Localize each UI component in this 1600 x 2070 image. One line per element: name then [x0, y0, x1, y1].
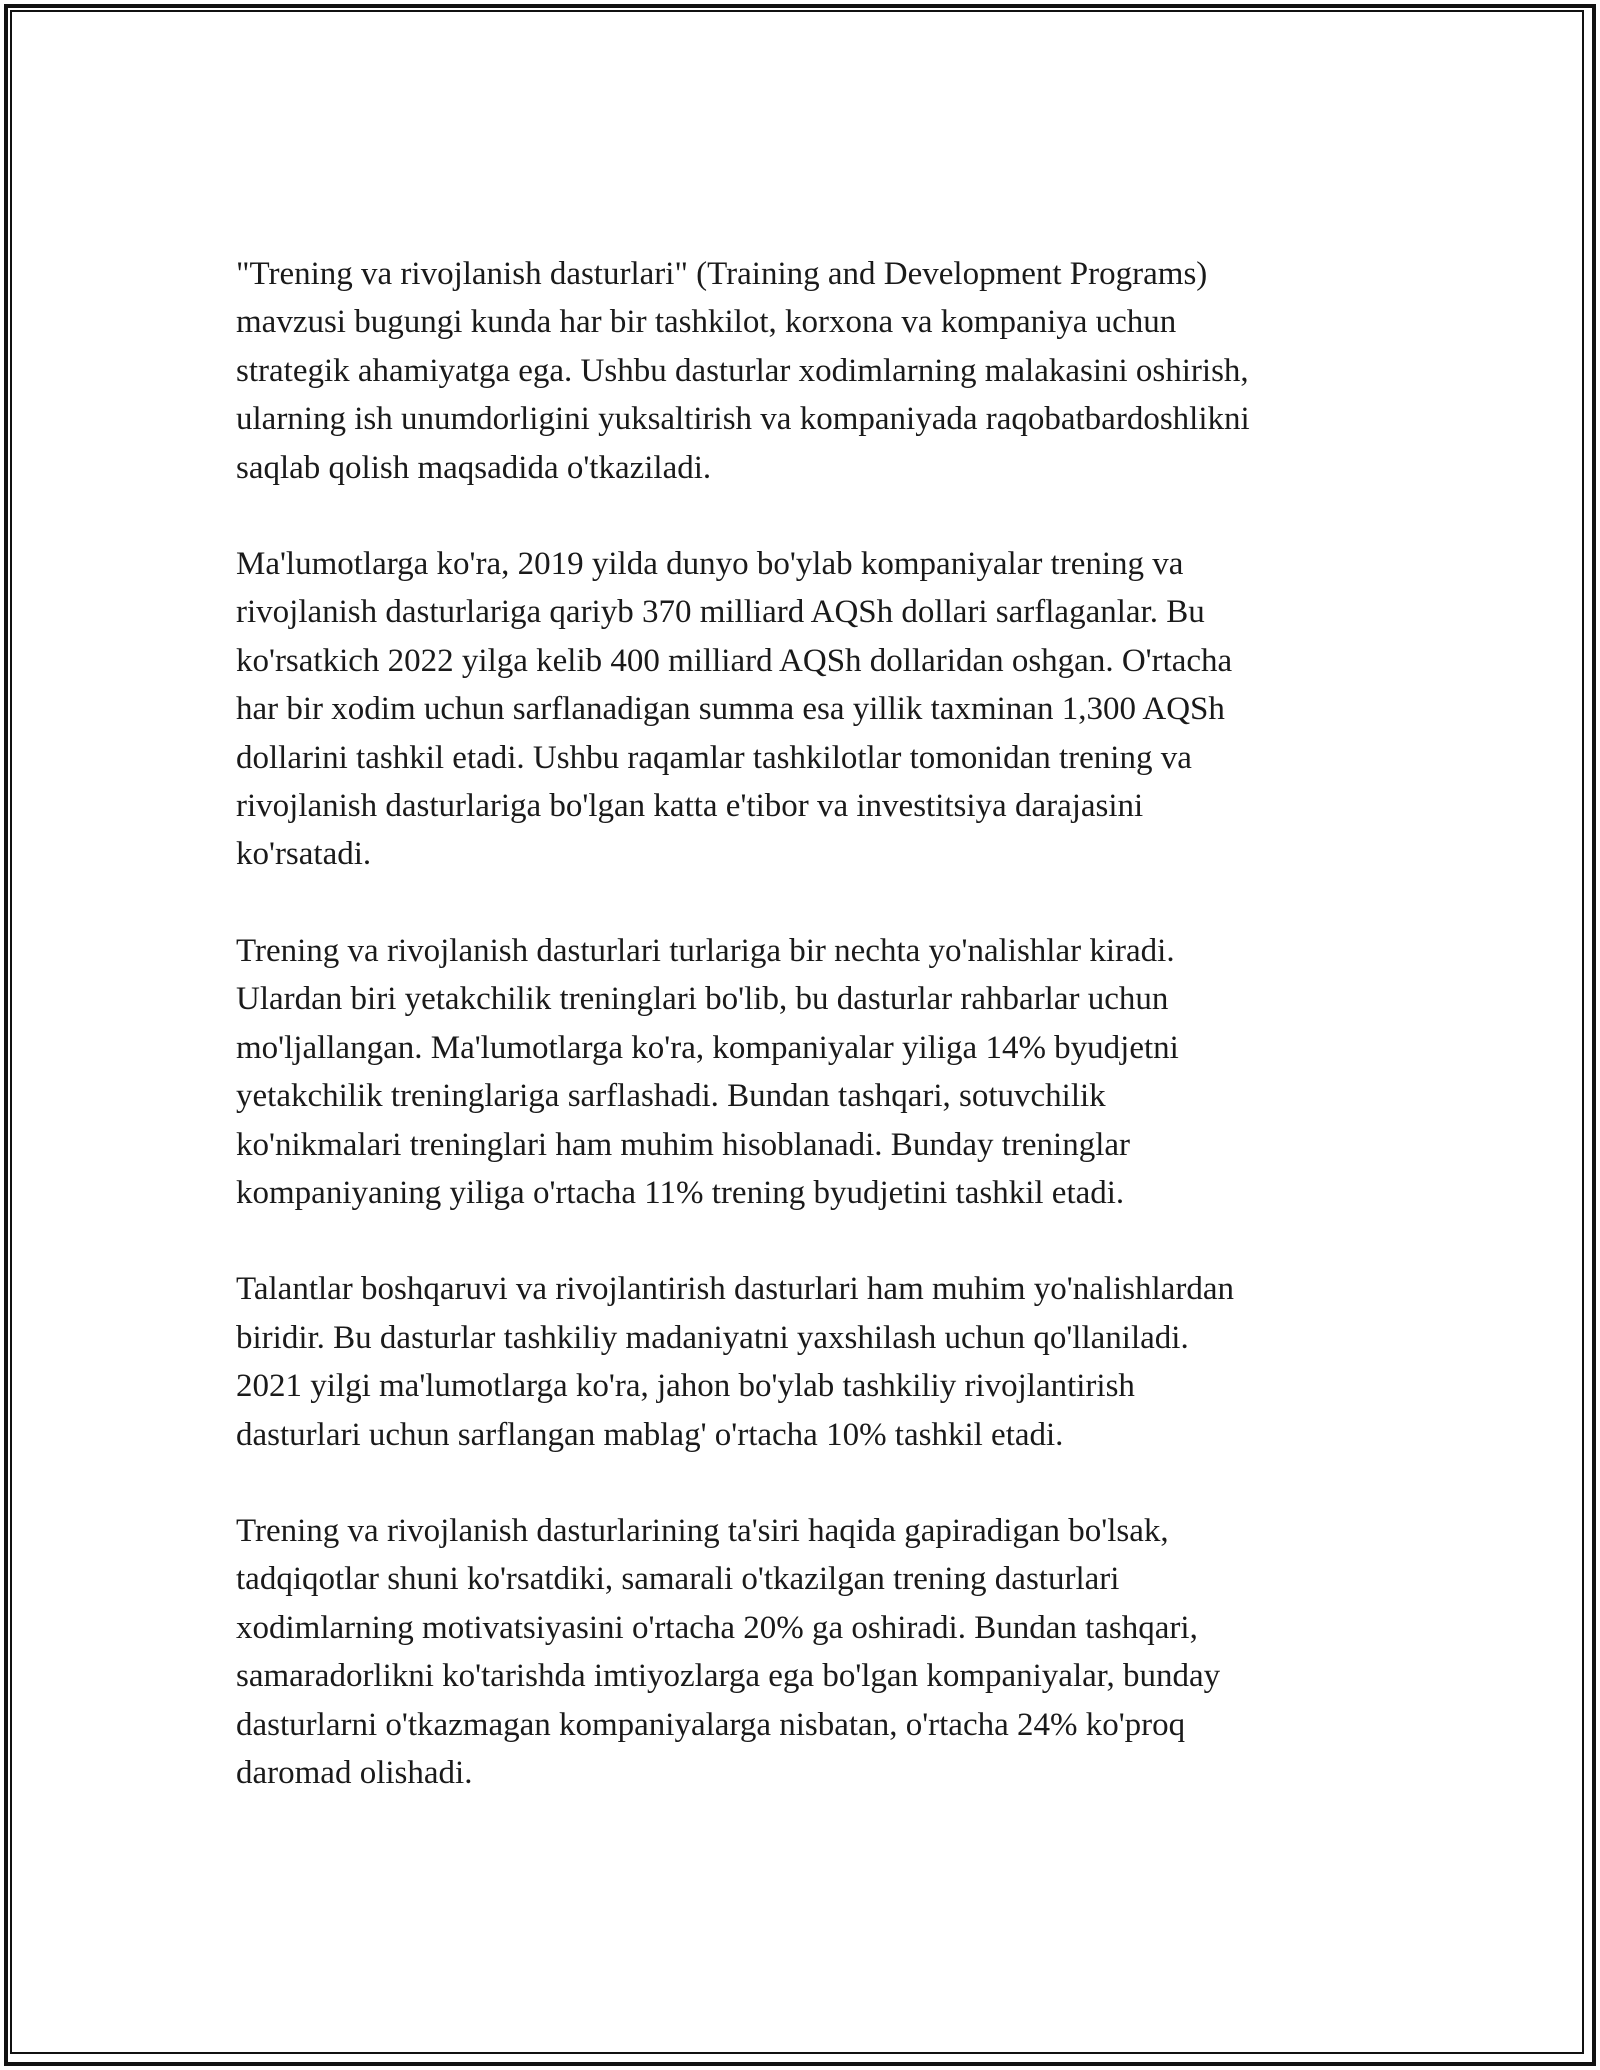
text-line: kompaniyaning yiliga o'rtacha 11% trening byudjetini tashkil etadi. [236, 1174, 1125, 1211]
text-line: rivojlanish dasturlariga qariyb 370 milliard AQSh dollari sarflaganlar. Bu [236, 594, 1205, 631]
text-line: mavzusi bugungi kunda har bir tashkilot, korxona va kompaniya uchun [236, 304, 1177, 341]
paragraph-program-types [236, 927, 1376, 1217]
text-line: xodimlarning motivatsiyasini o'rtacha 20% ga oshiradi. Bundan tashqari, [236, 1609, 1198, 1646]
text-line: ko'rsatkich 2022 yilga kelib 400 milliard AQSh dollaridan oshgan. O'rtacha [236, 642, 1233, 679]
text-line: tadqiqotlar shuni ko'rsatdiki, samarali o'tkazilgan trening dasturlari [236, 1561, 1120, 1598]
text-line: ularning ish unumdorligini yuksaltirish va kompaniyada raqobatbardoshlikni [236, 401, 1250, 438]
paragraph-intro [236, 250, 1376, 492]
text-line: har bir xodim uchun sarflanadigan summa esa yillik taxminan 1,300 AQSh [236, 691, 1225, 728]
text-line: samaradorlikni ko'tarishda imtiyozlarga ega bo'lgan kompaniyalar, bunday [236, 1658, 1221, 1695]
paragraph-talent-management [236, 1265, 1376, 1459]
text-line: "Trening va rivojlanish dasturlari" (Training and Development Programs) [236, 256, 1208, 292]
paragraph-impact [236, 1507, 1376, 1797]
text-line: daromad olishadi. [236, 1754, 473, 1791]
text-line: biridir. Bu dasturlar tashkiliy madaniyatni yaxshilash uchun qo'llaniladi. [236, 1319, 1189, 1356]
text-line: Trening va rivojlanish dasturlari turlariga bir nechta yo'nalishlar kiradi. [236, 932, 1175, 969]
text-line: dollarini tashkil etadi. Ushbu raqamlar tashkilotlar tomonidan trening va [236, 739, 1192, 776]
text-line: strategik ahamiyatga ega. Ushbu dasturlar xodimlarning malakasini oshirish, [236, 352, 1249, 389]
text-line: Trening va rivojlanish dasturlarining ta'siri haqida gapiradigan bo'lsak, [236, 1512, 1169, 1549]
text-line: ko'rsatadi. [236, 836, 372, 873]
text-line: mo'ljallangan. Ma'lumotlarga ko'ra, kompaniyalar yiliga 14% byudjetni [236, 1029, 1179, 1066]
text-line: Ma'lumotlarga ko'ra, 2019 yilda dunyo bo'ylab kompaniyalar trening va [236, 546, 1184, 583]
text-line: dasturlari uchun sarflangan mablag' o'rtacha 10% tashkil etadi. [236, 1416, 1064, 1453]
text-line: Talantlar boshqaruvi va rivojlantirish dasturlari ham muhim yo'nalishlardan [236, 1271, 1234, 1308]
text-line: Ulardan biri yetakchilik treninglari bo'lib, bu dasturlar rahbarlar uchun [236, 981, 1169, 1018]
text-line: yetakchilik treninglariga sarflashadi. Bundan tashqari, sotuvchilik [236, 1078, 1106, 1115]
paragraph-spending [236, 540, 1376, 879]
text-line: rivojlanish dasturlariga bo'lgan katta e'tibor va investitsiya darajasini [236, 788, 1144, 825]
text-line: ko'nikmalari treninglari ham muhim hisoblanadi. Bunday treninglar [236, 1126, 1130, 1163]
text-line: saqlab qolish maqsadida o'tkaziladi. [236, 449, 712, 486]
text-line: dasturlarni o'tkazmagan kompaniyalarga nisbatan, o'rtacha 24% ko'proq [236, 1706, 1186, 1743]
text-line: 2021 yilgi ma'lumotlarga ko'ra, jahon bo'ylab tashkiliy rivojlantirish [236, 1368, 1135, 1405]
document-body [236, 250, 1376, 1845]
